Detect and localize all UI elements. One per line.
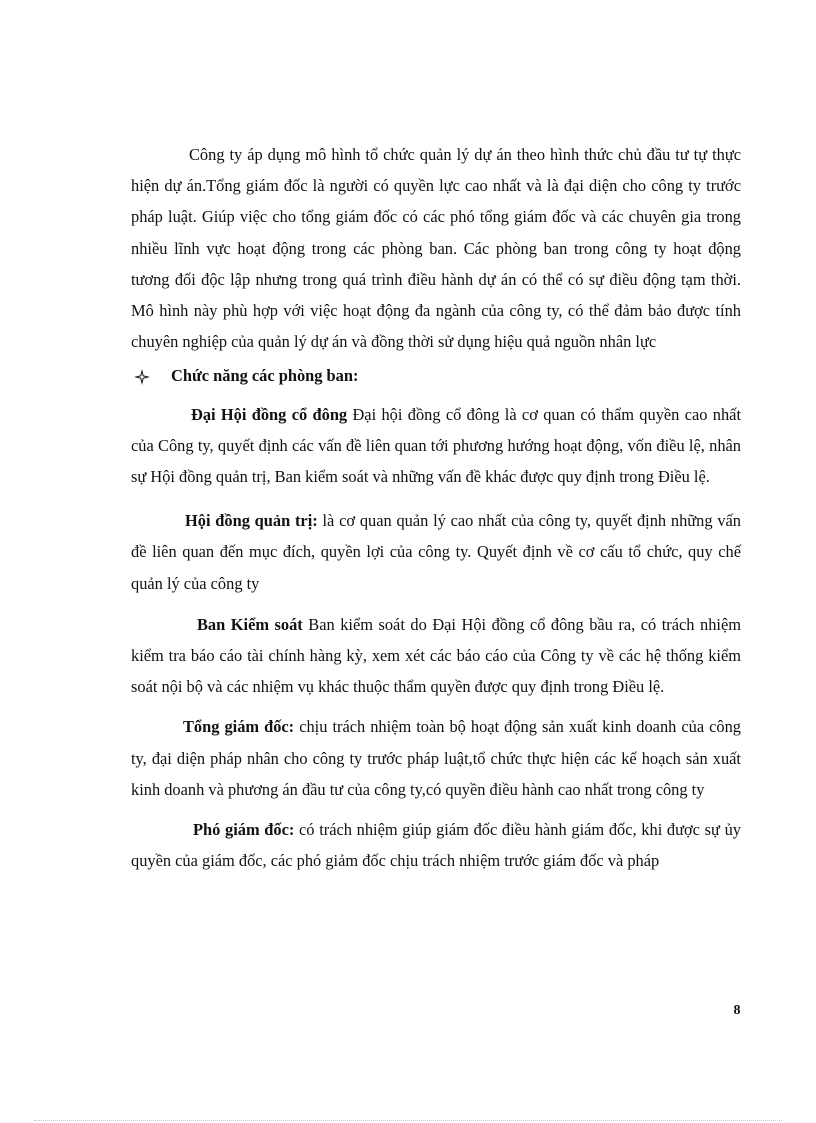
section-board-of-directors [131,505,741,599]
section-term: Ban Kiểm soát [197,614,303,634]
diamond-star-bullet-icon [131,366,153,386]
section-term: Hội đồng quản trị: [185,511,318,531]
page-number: 8 [733,1003,741,1018]
section-text: có trách nhiệm giúp giám đốc điều hành giám đốc, khi được sự ủy quyền của giám đốc, các phó giảm đốc chịu trách nhiệm trước giám đốc và pháp [131,820,741,871]
section-supervisory-board [131,609,741,703]
document-body [131,139,741,876]
section-text: Đại hội đồng cổ đông là cơ quan có thẩm quyền cao nhất của Công ty, quyết định các vấn đề liên quan tới phương hướng hoạt động, vốn điều lệ, nhân sự Hội đồng quản trị, Ban kiểm soát và những vấn đề khác được quy định trong Điều lệ. [131,404,741,487]
section-text: là cơ quan quản lý cao nhất của công ty, quyết định những vấn đề liên quan đến mục đích, quyền lợi của công ty. Quyết định về cơ cấu tổ chức, quy chế quản lý của công ty [131,511,742,593]
section-heading-text: Chức năng các phòng ban: [171,366,359,386]
section-term: Tổng giám đốc: [183,717,295,737]
section-text: Ban kiểm soát do Đại Hội đồng cổ đông bầu ra, có trách nhiệm kiểm tra báo cáo tài chính hàng kỳ, xem xét các báo cáo của Công ty về các hệ thống kiểm soát nội bộ và các nhiệm vụ khác thuộc thẩm quyền được quy định trong Điều lệ. [131,614,741,697]
section-term: Phó giám đốc: [193,820,295,840]
page-bottom-rule [34,1120,782,1121]
section-general-meeting [131,399,741,493]
intro-paragraph: Công ty áp dụng mô hình tổ chức quản lý dự án theo hình thức chủ đầu tư tự thực hiện dự án.Tổng giám đốc là người có quyền lực cao nhất và là đại diện cho công ty trước pháp luật. Giúp việc cho tổng giám đốc có các phó tổng giám đốc và các chuyên gia trong nhiều lĩnh vực hoạt động trong các phòng ban. Các phòng ban trong công ty hoạt động tương đối độc lập nhưng trong quá trình điều hành dự án có thể có sự điều động tạm thời. Mô hình này phù hợp với việc hoạt động đa ngành của công ty, có thể đảm bảo được tính chuyên nghiệp của quản lý dự án và đồng thời sử dụng hiệu quả nguồn nhân lực [131,145,741,352]
section-heading [131,360,741,391]
section-general-director [131,711,741,805]
section-text: chịu trách nhiệm toàn bộ hoạt động sản xuất kinh doanh của công ty, đại diện pháp nhân cho công ty trước pháp luật,tổ chức thực hiện các kế hoạch sản xuất kinh doanh và phương án đầu tư của công ty,có quyền điều hành cao nhất trong công ty [131,717,741,799]
section-term: Đại Hội đồng cổ đông [191,404,348,424]
section-deputy-director [131,814,741,876]
